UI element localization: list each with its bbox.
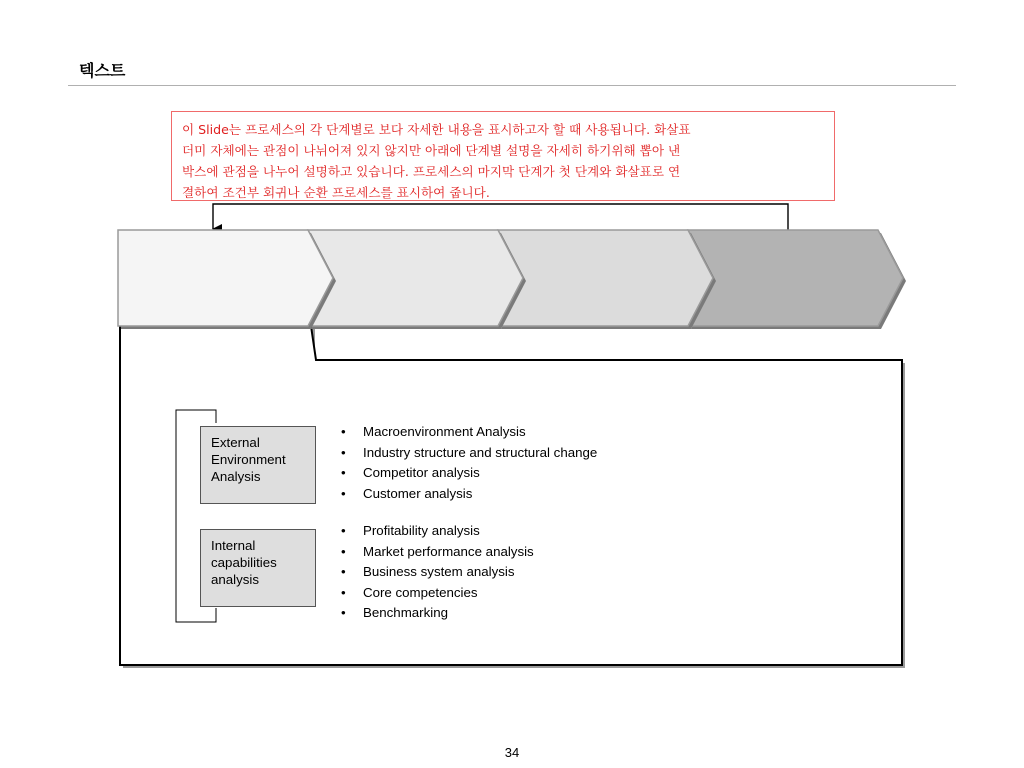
list-item — [341, 463, 597, 484]
list-item — [341, 583, 534, 604]
list-item — [341, 521, 534, 542]
external-environment-box — [200, 426, 316, 504]
bullet-icon: • — [341, 543, 346, 559]
box-label-line: capabilities — [211, 555, 277, 570]
internal-analysis-list — [341, 521, 534, 624]
process-stage-chevron — [688, 230, 903, 326]
list-item — [341, 443, 597, 464]
list-item-text: Market performance analysis — [363, 543, 534, 559]
note-line: 박스에 관점을 나누어 설명하고 있습니다. 프로세스의 마지막 단계가 첫 단계와 화살표로 연 — [182, 164, 681, 179]
internal-capabilities-box — [200, 529, 316, 607]
process-stage-chevron — [118, 230, 333, 326]
list-item — [341, 484, 597, 505]
box-label-line: Analysis — [211, 469, 261, 484]
bullet-icon: • — [341, 444, 346, 460]
bullet-icon: • — [341, 564, 346, 579]
bullet-icon: • — [341, 485, 346, 501]
slide-title: 텍스트 — [79, 61, 126, 80]
bullet-icon: • — [341, 523, 346, 538]
list-item-text: Industry structure and structural change — [363, 444, 598, 460]
list-item — [341, 422, 597, 443]
box-label-line: Internal — [211, 538, 256, 553]
box-label-line: Environment — [211, 452, 286, 467]
box-label-line: analysis — [211, 572, 260, 587]
list-item — [341, 603, 534, 624]
list-item — [341, 562, 534, 583]
bullet-icon: • — [341, 584, 346, 600]
box-label-line: External — [211, 435, 260, 450]
note-line: 이 Slide는 프로세스의 각 단계별로 보다 자세한 내용을 표시하고자 할 때 사용됩니다. 화살표 — [182, 122, 691, 137]
list-item-text: Macroenvironment Analysis — [363, 424, 526, 439]
process-stage-chevron — [308, 230, 523, 326]
bullet-icon: • — [341, 465, 346, 480]
feedback-connector-arrow — [213, 204, 788, 230]
list-item-text: Profitability analysis — [363, 523, 480, 538]
list-item-text: Customer analysis — [363, 485, 473, 501]
list-item-text: Core competencies — [363, 584, 478, 600]
note-line: 더미 자체에는 관점이 나뉘어져 있지 않지만 아래에 단계별 설명을 자세히 하기위해 뽑아 낸 — [182, 143, 681, 158]
list-item-text: Benchmarking — [363, 605, 448, 620]
list-item-text: Competitor analysis — [363, 465, 480, 480]
note-line: 결하여 조건부 회귀나 순환 프로세스를 표시하여 줍니다. — [182, 185, 490, 200]
process-stage-chevron — [498, 230, 713, 326]
list-item-text: Business system analysis — [363, 564, 515, 579]
external-analysis-list — [341, 422, 597, 504]
list-item — [341, 542, 534, 563]
page-number: 34 — [504, 745, 520, 760]
bullet-icon: • — [341, 605, 346, 620]
bullet-icon: • — [341, 424, 346, 439]
